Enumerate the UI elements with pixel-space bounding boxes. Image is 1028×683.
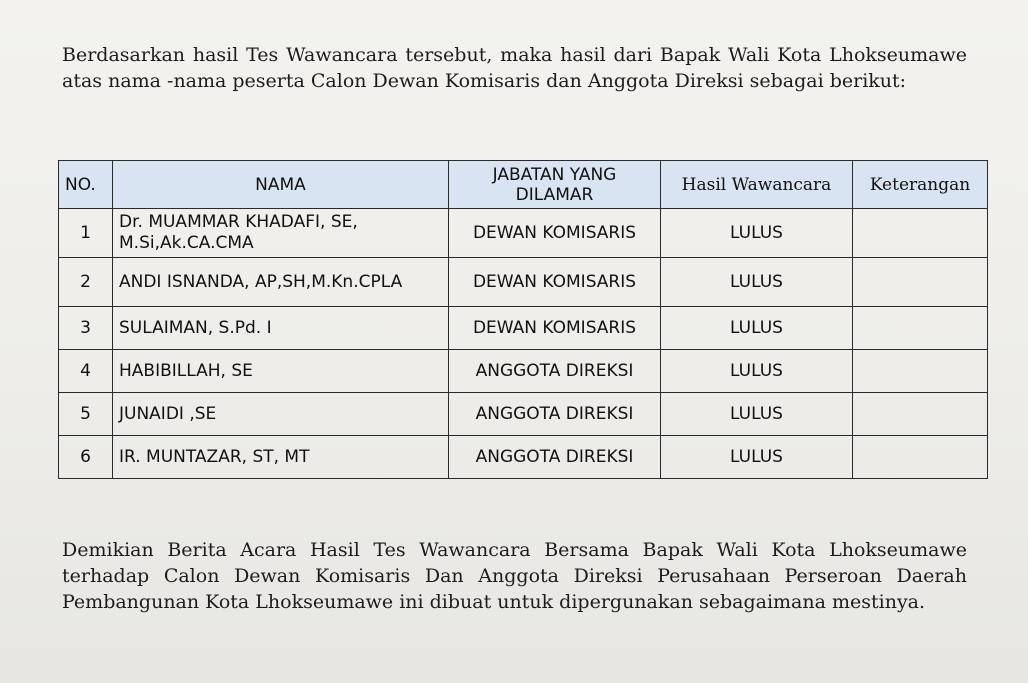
row-keterangan — [853, 307, 988, 350]
row-jabatan: DEWAN KOMISARIS — [449, 258, 661, 307]
row-keterangan — [853, 350, 988, 393]
row-nama: Dr. MUAMMAR KHADAFI, SE, M.Si,Ak.CA.CMA — [113, 209, 449, 258]
header-jabatan: JABATAN YANG DILAMAR — [449, 161, 661, 209]
row-keterangan — [853, 258, 988, 307]
row-hasil: LULUS — [661, 258, 853, 307]
table-row — [59, 258, 988, 307]
table-header-row — [59, 161, 988, 209]
table-row — [59, 436, 988, 479]
table-row — [59, 307, 988, 350]
row-jabatan: ANGGOTA DIREKSI — [449, 393, 661, 436]
table-row — [59, 350, 988, 393]
row-hasil: LULUS — [661, 307, 853, 350]
row-nama: JUNAIDI ,SE — [113, 393, 449, 436]
row-jabatan: ANGGOTA DIREKSI — [449, 436, 661, 479]
row-hasil: LULUS — [661, 436, 853, 479]
row-nama: IR. MUNTAZAR, ST, MT — [113, 436, 449, 479]
header-keterangan: Keterangan — [853, 161, 988, 209]
intro-paragraph: Berdasarkan hasil Tes Wawancara tersebut, maka hasil dari Bapak Wali Kota Lhokseumawe atas nama -nama peserta Calon Dewan Komisaris dan Anggota Direksi sebagai berikut: — [62, 44, 967, 92]
table-row — [59, 393, 988, 436]
row-nama: ANDI ISNANDA, AP,SH,M.Kn.CPLA — [113, 258, 449, 307]
row-nama: HABIBILLAH, SE — [113, 350, 449, 393]
row-jabatan: ANGGOTA DIREKSI — [449, 350, 661, 393]
row-number: 6 — [59, 436, 113, 479]
header-no: NO. — [59, 161, 113, 209]
row-hasil: LULUS — [661, 209, 853, 258]
header-hasil-wawancara: Hasil Wawancara — [661, 161, 853, 209]
results-table — [58, 160, 988, 479]
row-keterangan — [853, 436, 988, 479]
row-number: 1 — [59, 209, 113, 258]
row-hasil: LULUS — [661, 393, 853, 436]
row-jabatan: DEWAN KOMISARIS — [449, 307, 661, 350]
row-hasil: LULUS — [661, 350, 853, 393]
closing-paragraph: Demikian Berita Acara Hasil Tes Wawancara Bersama Bapak Wali Kota Lhokseumawe terhadap Calon Dewan Komisaris Dan Anggota Direksi Perusahaan Perseroan Daerah Pembangunan Kota Lhokseumawe ini dibuat untuk dipergunakan sebagaimana mestinya. — [62, 539, 967, 613]
row-number: 4 — [59, 350, 113, 393]
row-number: 3 — [59, 307, 113, 350]
row-jabatan: DEWAN KOMISARIS — [449, 209, 661, 258]
row-number: 5 — [59, 393, 113, 436]
row-nama: SULAIMAN, S.Pd. I — [113, 307, 449, 350]
table-row — [59, 209, 988, 258]
row-number: 2 — [59, 258, 113, 307]
row-keterangan — [853, 393, 988, 436]
row-keterangan — [853, 209, 988, 258]
header-nama: NAMA — [113, 161, 449, 209]
